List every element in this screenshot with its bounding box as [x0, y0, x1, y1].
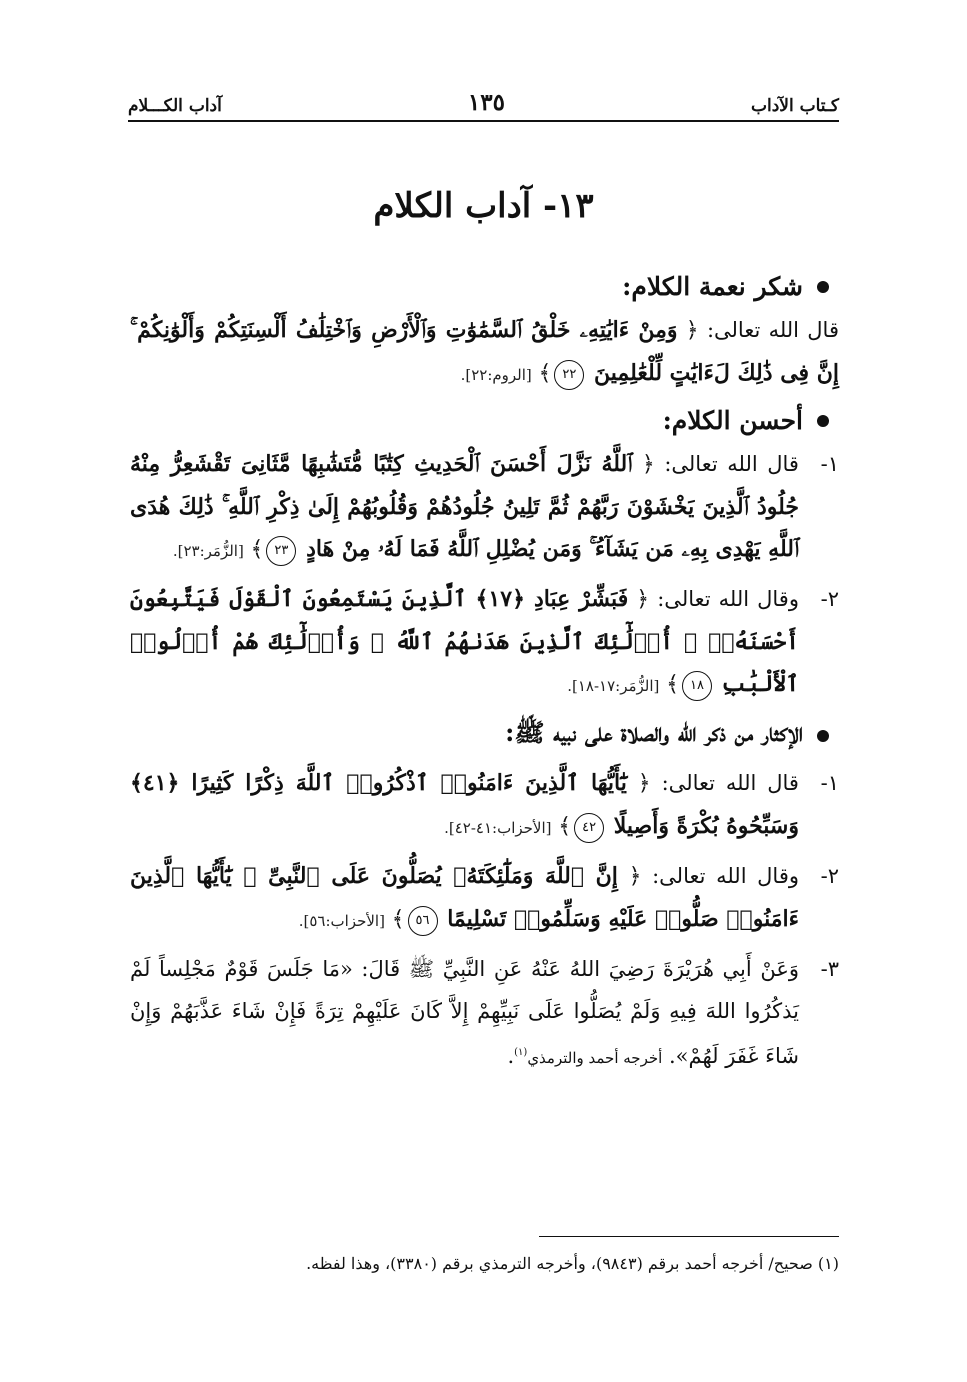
section-heading-text: أحسن الكلام: — [662, 406, 803, 435]
ayah-number: ٢٣ — [266, 536, 296, 566]
verse-reference: [الزُّمَر:١٧-١٨]. — [567, 677, 660, 695]
quran-verse: ٱللَّهُ نَزَّلَ أَحْسَنَ ٱلْحَدِيثِ كِتَٰبًا مُّتَشَٰبِهًا مَّثَانِىَ تَقْشَعِرُّ مِنْهُ جُلُودُ ٱلَّذِينَ يَخْشَوْنَ رَبَّهُمْ ثُمَّ تَلِينُ جُلُودُهُمْ وَقُلُوبُهُمْ إِلَىٰ ذِكْرِ ٱللَّهِ ۚ ذَٰلِكَ هُدَى ٱللَّهِ يَهْدِى بِهِۦ مَن يَشَآءُ ۚ وَمَن يُضْلِلِ ٱللَّهُ فَمَا لَهُۥ مِنْ هَادٍ — [130, 451, 799, 562]
quran-citation — [130, 855, 839, 942]
close-ornament: ﴾ — [666, 672, 679, 697]
verse-reference: [الأحزاب:٥٦]. — [298, 912, 385, 930]
item-number: ١- — [820, 452, 839, 476]
page-number: ١٣٥ — [467, 89, 505, 116]
section-heading-text: الإكثار من ذكر الله والصلاة على نبيه ﷺ: — [505, 718, 803, 747]
section-heading — [130, 717, 839, 754]
citation-intro: قال الله تعالى: — [664, 452, 799, 476]
quran-citation — [130, 762, 839, 849]
quran-verse: فَبَشِّرْ عِبَادِ ﴿١٧﴾ ٱلَّذِينَ يَسْتَمِعُونَ ٱلْقَوْلَ فَيَتَّبِعُونَ أَحْسَنَهُۥٓ ۚ أُو۟لَٰٓئِكَ ٱلَّذِينَ هَدَىٰهُمُ ٱللَّهُ ۖ وَأُو۟لَٰٓئِكَ هُمْ أُو۟لُوا۟ ٱلْأَلْبَٰبِ — [130, 586, 799, 697]
quran-citation — [130, 309, 839, 396]
ayah-number: ٤٢ — [574, 813, 604, 843]
item-number: ٣- — [820, 957, 839, 981]
quran-citation — [130, 578, 839, 707]
open-ornament: ﴿ — [637, 771, 651, 796]
bullet-icon — [817, 730, 829, 742]
section-heading-text: شكر نعمة الكلام: — [622, 272, 803, 301]
chapter-title: ١٣- آداب الكلام — [373, 186, 594, 226]
citation-intro: قال الله تعالى: — [661, 771, 799, 795]
quran-citation — [130, 443, 839, 572]
quran-verse: يَٰٓأَيُّهَا ٱلَّذِينَ ءَامَنُوا۟ ٱذْكُرُوا۟ ٱللَّهَ ذِكْرًا كَثِيرًا ﴿٤١﴾ وَسَبِّحُوهُ بُكْرَةً وَأَصِيلًا — [130, 770, 799, 839]
open-ornament: ﴿ — [636, 587, 650, 612]
running-header — [128, 82, 839, 122]
close-ornament: ﴾ — [558, 814, 572, 839]
footnote: (١) صحيح/ أخرجه أحمد برقم (٩٨٤٣)، وأخرجه الترمذي برقم (٣٣٨٠)، وهذا لفظه. — [306, 1254, 839, 1273]
verse-reference: [الأحزاب:٤١-٤٢]. — [444, 819, 552, 837]
hadith-text: وَعَنْ أَبِي هُرَيْرَةَ رَضِيَ اللهُ عَنْهُ عَنِ النَّبِيِّ ﷺ قَالَ: «مَا جَلَسَ قَوْمٌ مَجْلِساً لَمْ يَذكُرُوا اللهَ فِيهِ وَلَمْ يُصَلُّوا عَلَى نَبِيِّهِمْ إِلاَّ كَانَ عَلَيْهِمْ تِرَةً فَإِنْ شَاءَ عَذَّبَهُمْ وَإِنْ شَاءَ غَفَرَ لَهُمْ». — [130, 957, 799, 1068]
footnote-divider — [539, 1236, 839, 1237]
close-ornament: ﴾ — [250, 537, 264, 562]
ayah-number: ٥٦ — [408, 906, 438, 936]
hadith-source: أخرجه أحمد والترمذي — [527, 1049, 663, 1067]
quran-verse: إِنَّ ٱللَّهَ وَمَلَٰٓئِكَتَهُۥ يُصَلُّونَ عَلَى ٱلنَّبِىِّ ۚ يَٰٓأَيُّهَا ٱلَّذِينَ ءَامَنُوا۟ صَلُّوا۟ عَلَيْهِ وَسَلِّمُوا۟ تَسْلِيمًا — [130, 863, 799, 932]
citation-intro: وقال الله تعالى: — [652, 864, 799, 888]
close-ornament: ﴾ — [538, 361, 552, 386]
section-heading — [130, 406, 839, 435]
bullet-icon — [817, 415, 829, 427]
open-ornament: ﴿ — [685, 318, 699, 343]
chapter-running-title: آداب الكـــلام — [128, 96, 222, 116]
quran-verse: وَمِنْ ءَايَٰتِهِۦ خَلْقُ ٱلسَّمَٰوَٰتِ وَٱلْأَرْضِ وَٱخْتِلَٰفُ أَلْسِنَتِكُمْ وَأَلْوَٰنِكُمْ ۚ إِنَّ فِى ذَٰلِكَ لَءَايَٰتٍ لِّلْعَٰلِمِينَ — [130, 317, 839, 386]
close-ornament: ﴾ — [391, 907, 405, 932]
hadith-end: . — [507, 1044, 515, 1068]
footnote-marker[interactable]: (١) — [514, 1047, 528, 1058]
open-ornament: ﴿ — [628, 864, 642, 889]
item-number: ٢- — [820, 864, 839, 888]
bullet-icon — [817, 281, 829, 293]
book-title: كـتاب الآداب — [750, 96, 839, 116]
citation-intro: قال الله تعالى: — [706, 318, 839, 342]
section-heading — [130, 272, 839, 301]
item-number: ٢- — [820, 587, 839, 611]
ayah-number: ١٨ — [682, 671, 712, 701]
hadith-paragraph — [130, 948, 839, 1079]
item-number: ١- — [820, 771, 839, 795]
page-body — [130, 262, 839, 1085]
verse-reference: [الزُّمَر:٢٣]. — [172, 542, 244, 560]
ayah-number: ٢٢ — [554, 360, 584, 390]
open-ornament: ﴿ — [641, 452, 655, 477]
citation-intro: وقال الله تعالى: — [657, 587, 799, 611]
verse-reference: [الروم:٢٢]. — [460, 366, 532, 384]
